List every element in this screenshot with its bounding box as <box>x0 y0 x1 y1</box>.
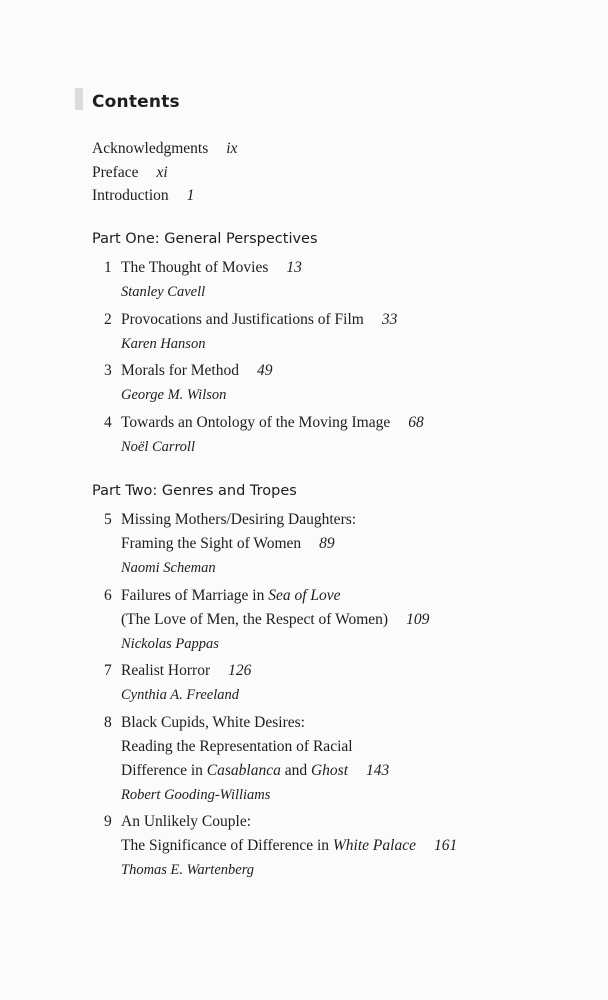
chapter-author: Stanley Cavell <box>121 284 206 300</box>
chapter-author: Robert Gooding-Williams <box>121 786 271 803</box>
chapter-body <box>121 711 457 807</box>
chapter-title-text: Morals for Method <box>121 362 239 379</box>
page-edge-mark <box>75 88 83 110</box>
front-matter-label: Preface <box>92 163 139 181</box>
chapter-list <box>104 508 457 886</box>
page-number: 13 <box>286 259 302 276</box>
chapter-entry <box>104 659 457 707</box>
chapter-title-text: The Thought of Movies <box>121 259 269 276</box>
front-matter-item <box>92 138 237 162</box>
chapter-title-text: Failures of Marriage in <box>121 586 269 604</box>
chapter-author: Noël Carroll <box>121 438 195 455</box>
page-number: 143 <box>366 761 390 779</box>
chapter-title-line <box>121 735 457 759</box>
chapter-title-line <box>121 834 457 858</box>
chapter-title-text: Black Cupids, White Desires: <box>121 713 305 731</box>
chapter-body <box>121 256 424 304</box>
chapter-entry <box>104 359 424 407</box>
chapter-author: Thomas E. Wartenberg <box>121 862 255 878</box>
chapter-title-line <box>121 411 424 435</box>
page-title: Contents <box>92 92 180 112</box>
chapter-number: 5 <box>104 511 112 528</box>
chapter-title-text: Towards an Ontology of the Moving Image <box>121 413 391 431</box>
chapter-list <box>104 256 424 462</box>
chapter-entry <box>104 508 457 580</box>
chapter-title-line <box>121 508 457 532</box>
chapter-number: 1 <box>104 259 112 276</box>
page-number: 109 <box>406 610 430 628</box>
chapter-body <box>121 359 424 407</box>
chapter-entry <box>104 810 457 882</box>
chapter-title-text: and <box>280 761 311 779</box>
chapter-title-text: The Significance of Difference in <box>121 837 333 854</box>
page-number: ix <box>226 140 238 157</box>
page-number: 49 <box>256 362 273 379</box>
chapter-title-line <box>121 584 457 608</box>
chapter-title-line <box>121 659 457 683</box>
chapter-number: 6 <box>104 586 112 604</box>
chapter-title-text: An Unlikely Couple: <box>121 813 252 830</box>
front-matter-item <box>92 162 237 186</box>
chapter-title-line <box>121 256 424 280</box>
chapter-body <box>121 411 424 459</box>
page-number: 1 <box>186 187 195 204</box>
page-number: 126 <box>228 662 252 679</box>
chapter-body <box>121 810 457 882</box>
page-number: 89 <box>319 535 335 552</box>
chapter-entry <box>104 256 424 304</box>
chapter-title-text: Realist Horror <box>121 662 211 679</box>
chapter-title-text: Provocations and Justifications of Film <box>121 310 364 328</box>
chapter-title-line <box>121 359 424 383</box>
chapter-body <box>121 308 424 356</box>
part-heading: Part Two: Genres and Tropes <box>92 483 297 499</box>
page-number: xi <box>156 163 168 181</box>
chapter-number: 9 <box>104 813 112 830</box>
chapter-entry <box>104 308 424 356</box>
chapter-title-line <box>121 532 457 556</box>
chapter-title-line <box>121 759 457 783</box>
chapter-entry <box>104 584 457 656</box>
front-matter-label: Acknowledgments <box>92 140 209 157</box>
chapter-title-line <box>121 608 457 632</box>
page-number: 161 <box>433 837 458 854</box>
chapter-number: 8 <box>104 713 112 731</box>
chapter-title-text: Reading the Representation of Racial <box>121 737 353 755</box>
chapter-body <box>121 659 457 707</box>
chapter-author: Naomi Scheman <box>121 560 216 576</box>
chapter-title-line <box>121 810 457 834</box>
part-heading: Part One: General Perspectives <box>92 231 318 247</box>
chapter-number: 3 <box>104 362 112 379</box>
chapter-title-text: Framing the Sight of Women <box>121 535 302 552</box>
chapter-author: Cynthia A. Freeland <box>121 687 239 703</box>
chapter-title-film: Casablanca <box>206 761 281 779</box>
chapter-author: Nickolas Pappas <box>121 635 219 652</box>
page-number: 68 <box>408 413 424 431</box>
chapter-number: 2 <box>104 310 112 328</box>
chapter-entry <box>104 411 424 459</box>
chapter-body <box>121 508 457 580</box>
front-matter-list <box>92 138 237 209</box>
chapter-title-line <box>121 711 457 735</box>
front-matter-label: Introduction <box>92 187 169 204</box>
chapter-body <box>121 584 457 656</box>
chapter-entry <box>104 711 457 807</box>
front-matter-item <box>92 185 237 209</box>
chapter-title-text: Difference in <box>121 761 207 779</box>
chapter-title-film: Sea of Love <box>268 586 341 604</box>
chapter-title-text: Missing Mothers/Desiring Daughters: <box>121 511 357 528</box>
chapter-author: George M. Wilson <box>121 387 227 403</box>
chapter-number: 7 <box>104 662 112 679</box>
chapter-title-line <box>121 308 424 332</box>
chapter-number: 4 <box>104 413 112 431</box>
page-number: 33 <box>381 310 398 328</box>
chapter-title-text: (The Love of Men, the Respect of Women) <box>121 610 389 628</box>
chapter-title-film: Ghost <box>310 761 349 779</box>
chapter-author: Karen Hanson <box>121 335 206 352</box>
chapter-title-film: White Palace <box>332 837 416 854</box>
